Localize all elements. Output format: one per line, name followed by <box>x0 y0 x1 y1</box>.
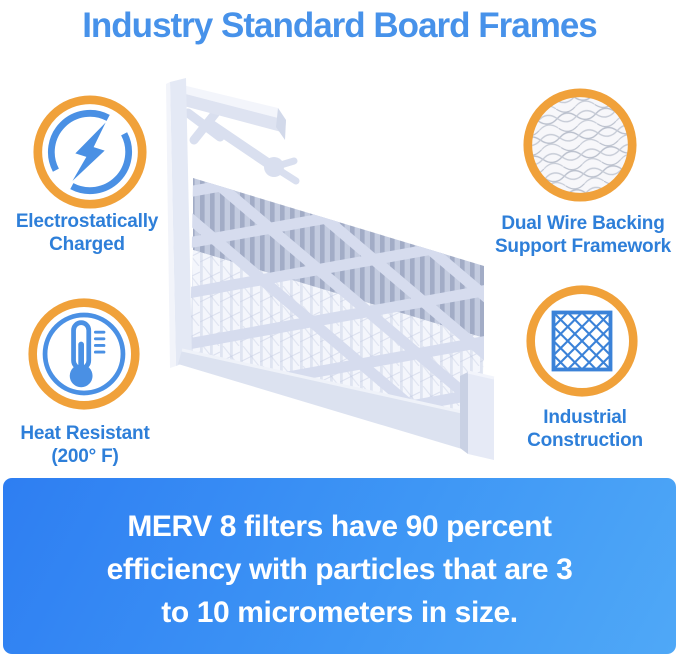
page-title: Industry Standard Board Frames <box>82 6 597 45</box>
feature-label-line2: Support Framework <box>494 236 672 257</box>
feature-label <box>485 212 679 258</box>
air-filter-image <box>160 66 505 466</box>
banner-line2: efficiency with particles that are 3 <box>106 553 573 586</box>
banner-line3: to 10 micrometers in size. <box>161 596 518 629</box>
feature-label-line2: Charged <box>49 234 125 255</box>
feature-label-line1: Dual Wire Backing <box>501 213 665 234</box>
diamond-grid-icon <box>525 284 639 398</box>
thermometer-icon <box>27 297 141 411</box>
feature-label-line2: Construction <box>527 430 643 451</box>
feature-label-line2: (200° F) <box>51 446 119 467</box>
feature-label <box>0 422 183 468</box>
banner-text <box>3 478 676 634</box>
lightning-bolt-icon <box>32 94 148 210</box>
pleated-filter-illustration <box>160 66 505 466</box>
feature-label <box>0 210 185 256</box>
feature-label-line1: Industrial <box>543 407 627 428</box>
feature-label <box>487 406 679 452</box>
feature-label-line1: Heat Resistant <box>20 423 150 444</box>
wire-mesh-icon <box>522 87 638 203</box>
merv-banner <box>3 478 676 654</box>
feature-label-line1: Electrostatically <box>15 211 159 232</box>
banner-line1: MERV 8 filters have 90 percent <box>127 510 552 543</box>
